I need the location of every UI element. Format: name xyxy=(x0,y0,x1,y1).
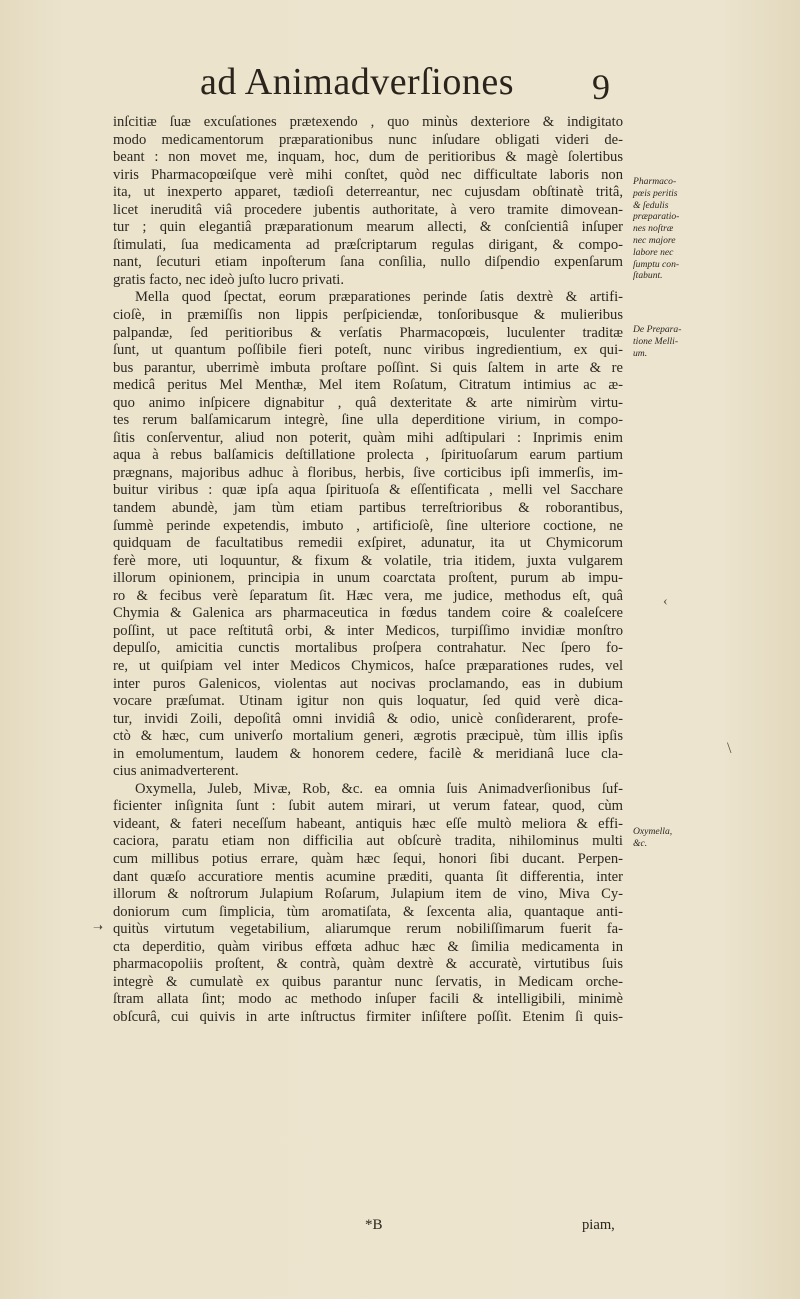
text-line: inter puros Galenicos, violentas aut nocivas proclamando, eas in dubium xyxy=(113,675,623,692)
text-line: poſſint, ut pace reſtitutâ orbi, & inter Medicos, turpiſſimo invidiæ monſtro xyxy=(113,622,623,639)
margin-note-line: Oxymella, xyxy=(633,826,673,837)
text-line: palpandæ, ſed peritioribus & verſatis Pharmacopœis, luculenter traditæ xyxy=(113,324,623,341)
running-head: ad Animadverſiones xyxy=(200,61,514,103)
margin-note-line: um. xyxy=(633,347,648,359)
text-line: tandem abundè, jam tùm etiam partibus terreſtrioribus & roborantibus, xyxy=(113,500,623,517)
main-text-block xyxy=(113,114,623,1026)
margin-note-line: &c. xyxy=(633,837,648,849)
text-line: obſcurâ, cui quivis in arte inſtructus firmiter inſiſtere poſſit. Etenim ſi quis- xyxy=(113,1008,623,1025)
signature-mark: *B xyxy=(365,1217,383,1233)
text-line: ſitis conſerventur, aliud non poterit, quàm mihi adſtipulari : Inprimis enim xyxy=(113,429,623,446)
text-line: cioſè, in præmiſſis non lippis perſpiciendæ, tonſoribusque & mulieribus xyxy=(113,307,623,324)
margin-note-line: tione Melli- xyxy=(633,335,679,347)
text-line: aqua à rebus balſamicis deſtillatione prolecta , ſpirituoſarum earum partium xyxy=(113,447,623,464)
text-line: re, ut quiſpiam vel inter Medicos Chymicos, haſce præparationes rudes, vel xyxy=(113,657,623,674)
page-number: 9 xyxy=(592,67,610,107)
catchword: piam, xyxy=(582,1217,615,1233)
text-line: Mella quod ſpectat, eorum præparationes perinde ſatis dextrè & artifi- xyxy=(135,289,623,306)
text-line: quo animo inſpicere dignabitur , quâ dexteritate & arte nimirùm virtu- xyxy=(113,394,623,411)
margin-note-oxymella xyxy=(633,826,711,850)
text-line: ferè more, uti loquuntur, & fixum & volatile, tria itidem, juxta vulgarem xyxy=(113,552,623,569)
text-line: ſunt, ut quantum poſſibile fieri poteſt, nunc viribus ingredientium, ex qui- xyxy=(113,342,623,359)
margin-note-line: præparatio- xyxy=(633,211,680,223)
text-line: in emolumentum, laudem & honorem cedere, facilè & meridianâ luce cla- xyxy=(113,745,623,762)
text-line: ita, ut inexperto apparet, tædioſi deterreantur, nec cujusdam obſtinatè tritâ, xyxy=(113,184,623,201)
text-line: quitùs virtutum vegetabilium, aliarumque rerum nobiliſſimarum fuerit fa- xyxy=(113,921,623,938)
text-line: cius animadverterent. xyxy=(113,763,239,780)
margin-note-line: nec majore xyxy=(633,234,676,246)
text-line: tur ; quin elegantiâ præparationum mearum allecti, & conſcientiâ inſuper xyxy=(113,219,623,236)
text-line: gratis facto, nec ideò juſto lucro privati. xyxy=(113,271,344,288)
text-line: prægnans, majoribus adhuc à floribus, herbis, ſive corticibus ipſi immerſis, im- xyxy=(113,464,623,481)
margin-note-line: & ſedulis xyxy=(633,199,669,211)
text-line: buitur viribus : quæ ipſa aqua ſpirituoſa & eſſentificata , melli vel Sacchare xyxy=(113,482,623,499)
text-line: illorum opinionem, principia in unum coarctata proſtent, purum ab impu- xyxy=(113,570,623,587)
text-line: licet ineruditâ viâ procedere jubentis authoritate, à vero tramite dimovean- xyxy=(113,201,623,218)
text-line: pharmacopoliis proſtent, & contrà, quàm dextrè & accuratè, virtutibus ſuis xyxy=(113,956,623,973)
text-line: illorum & noſtrorum Julapium Roſarum, Julapium item de vino, Miva Cy- xyxy=(113,886,623,903)
text-line: caciora, paratu etiam non difficilia aut obſcurè tradita, nihilominus multi xyxy=(113,833,623,850)
text-line: cta deperditio, quàm viribus effœta adhuc hæc & ſimilia medicamenta in xyxy=(113,938,623,955)
text-line: modo medicamentorum præparationibus nunc inſudare obligati videri de- xyxy=(113,131,623,148)
text-line: medicâ peritus Mel Menthæ, Mel item Roſatum, Citratum intimius ac æ- xyxy=(113,377,623,394)
margin-note-line: ſumptu con- xyxy=(633,258,680,270)
text-line: quidquam de facultatibus remedii exſpiret, adunatur, ita ut Chymicorum xyxy=(113,535,623,552)
text-line: viris Pharmacopœiſque verè mihi conſtet, quòd nec difficultate laboris non xyxy=(113,166,623,183)
margin-note-line: De Prepara- xyxy=(633,324,682,335)
stray-ink-mark: ‹ xyxy=(663,594,668,609)
text-line: tur, invidi Zoili, depoſitâ omni invidiâ & odio, unicè conſiderarent, profe- xyxy=(113,710,623,727)
text-line: ctò & hæc, cum univerſo mortalium generi, ægrotis præcipuè, tùm illis ipſis xyxy=(113,728,623,745)
text-line: Oxymella, Juleb, Mivæ, Rob, &c. ea omnia ſuis Animadverſionibus ſuf- xyxy=(135,780,623,797)
margin-note-line: ſtabunt. xyxy=(633,270,663,282)
text-line: nant, ſecuturi etiam inpoſterum ſana conſilia, nullo diſpendio expenſarum xyxy=(113,254,623,271)
text-line: depulſo, amicitia cunctis mortalibus proſpera contrahatur. Nec ſpero fo- xyxy=(113,640,623,657)
text-line: integrè & cumulatè ex quibus parantur nunc ſervatis, in Medicam orche- xyxy=(113,973,623,990)
text-line: Chymia & Galenica ars pharmaceutica in fœdus tandem coire & coaleſcere xyxy=(113,605,623,622)
text-line: ſummè perinde expetendis, imbuto , artificioſè, ſine ulteriore coctione, ne xyxy=(113,517,623,534)
stray-ink-mark: \ xyxy=(727,740,732,757)
margin-note-line: pœis peritis xyxy=(633,187,678,199)
text-line: beant : non movet me, inquam, hoc, dum de peritioribus & magè ſolertibus xyxy=(113,149,623,166)
text-line: doniorum cum ſimplicia, tùm aromatiſata, & ſexcenta alia, quantaque anti- xyxy=(113,903,623,920)
text-line: tes rerum balſamicarum integrè, ſine ulla deperditione virium, in compo- xyxy=(113,412,623,429)
text-line: inſcitiæ ſuæ excuſationes prætexendo , quo minùs dexteriore & indigitato xyxy=(113,114,623,130)
text-line: videant, & fateri neceſſum habeant, antiquis hæc eſſe multò meliora & effi- xyxy=(113,815,623,832)
text-line: bus parantur, uberrimè imbuta proſtare poſſint. Si quis ſaltem in arte & re xyxy=(113,359,623,376)
text-line: ſtimulati, ſua medicamenta ad præſcriptarum regulas dirigant, & compo- xyxy=(113,236,623,253)
text-line: vocare præſumat. Utinam igitur non quis loquatur, ſed quid verè dica- xyxy=(113,693,623,710)
text-line: ſtram allata ſint; modo ac methodo inſuper facili & intelligibili, minimè xyxy=(113,991,623,1008)
margin-note-pharmacopoeis xyxy=(633,176,711,282)
margin-note-line: nes noſtræ xyxy=(633,223,674,235)
margin-note-de-preparatione xyxy=(633,324,711,359)
text-line: ficienter inſignita ſunt : ſubit autem mirari, ut verum fatear, quod, cùm xyxy=(113,798,623,815)
margin-note-line: Pharmaco- xyxy=(633,176,677,187)
hand-mark-arrow: ➝ xyxy=(93,920,104,934)
text-line: cum millibus potius errare, quàm hæc ſequi, honori ſibi ducant. Perpen- xyxy=(113,850,623,867)
text-line: dant quæſo accuratiore mentis acumine præditi, quanta ſit differentia, inter xyxy=(113,868,623,885)
margin-note-line: labore nec xyxy=(633,246,674,258)
text-line: ro & fecibus verè ſeparatum ſit. Hæc vera, me judice, methodus eſt, quâ xyxy=(113,587,623,604)
